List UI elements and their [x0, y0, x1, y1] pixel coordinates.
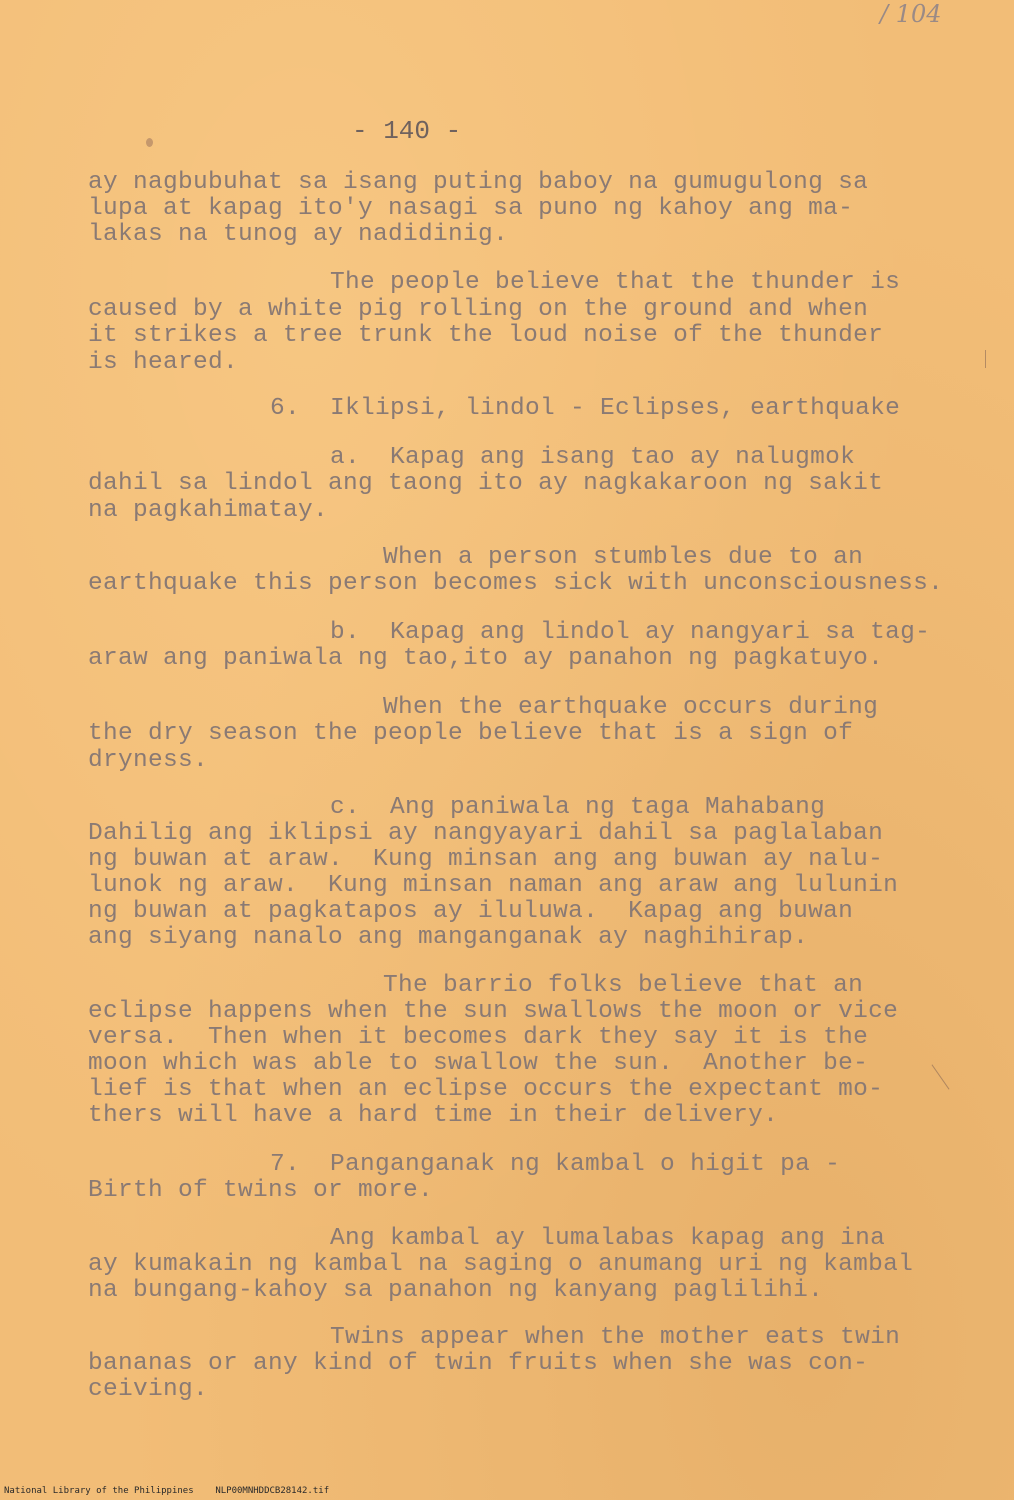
text-line: lief is that when an eclipse occurs the expectant mo- — [88, 1076, 884, 1103]
page-number: - 140 - — [352, 116, 462, 146]
text-line: lunok ng araw. Kung minsan naman ang araw ang lulunin — [88, 872, 899, 899]
ink-spot — [146, 138, 153, 147]
archive-footer: National Library of the Philippines NLP00MNHDDCB28142.tif — [4, 1486, 330, 1496]
section-heading: Birth of twins or more. — [88, 1177, 434, 1204]
text-line: Twins appear when the mother eats twin — [330, 1324, 901, 1351]
text-line: is heared. — [88, 349, 239, 376]
text-line: versa. Then when it becomes dark they say it is the — [88, 1024, 869, 1051]
text-line: ng buwan at araw. Kung minsan ang ang buwan ay nalu- — [88, 846, 884, 873]
text-line: bananas or any kind of twin fruits when she was con- — [88, 1350, 869, 1377]
text-line: When a person stumbles due to an — [383, 544, 864, 571]
text-line: ay nagbubuhat sa isang puting baboy na gumugulong sa — [88, 169, 869, 196]
text-line: dahil sa lindol ang taong ito ay nagkakaroon ng sakit — [88, 470, 884, 497]
text-line: ng buwan at pagkatapos ay iluluwa. Kapag ang buwan — [88, 898, 854, 925]
text-line: When the earthquake occurs during — [383, 694, 879, 721]
corner-mark: / 104 — [880, 0, 942, 28]
text-line: Ang kambal ay lumalabas kapag ang ina — [330, 1225, 886, 1252]
text-line: it strikes a tree trunk the loud noise of the thunder — [88, 322, 884, 349]
text-line: dryness. — [88, 747, 209, 774]
text-line: lupa at kapag ito'y nasagi sa puno ng kahoy ang ma- — [88, 195, 854, 222]
text-line: thers will have a hard time in their delivery. — [88, 1102, 779, 1129]
text-line: c. Ang paniwala ng taga Mahabang — [330, 794, 826, 821]
text-line: the dry season the people believe that is a sign of — [88, 720, 854, 747]
section-heading: 7. Panganganak ng kambal o higit pa - — [270, 1151, 841, 1178]
text-line: The people believe that the thunder is — [330, 269, 901, 296]
text-line: eclipse happens when the sun swallows the moon or vice — [88, 998, 899, 1025]
text-line: moon which was able to swallow the sun. Another be- — [88, 1050, 869, 1077]
section-heading: 6. Iklipsi, lindol - Eclipses, earthquake — [270, 395, 901, 422]
text-line: a. Kapag ang isang tao ay nalugmok — [330, 444, 856, 471]
text-line: ay kumakain ng kambal na saging o anumang uri ng kambal — [88, 1251, 914, 1278]
text-line: The barrio folks believe that an — [383, 972, 864, 999]
text-line: ang siyang nanalo ang manganganak ay naghihirap. — [88, 924, 809, 951]
text-line: caused by a white pig rolling on the ground and when — [88, 296, 869, 323]
margin-mark — [985, 350, 986, 368]
text-line: lakas na tunog ay nadidinig. — [88, 221, 509, 248]
text-line: ceiving. — [88, 1376, 209, 1403]
text-line: na pagkahimatay. — [88, 497, 329, 524]
text-line: na bungang-kahoy sa panahon ng kanyang paglilihi. — [88, 1277, 824, 1304]
text-line: Dahilig ang iklipsi ay nangyayari dahil sa paglalaban — [88, 820, 884, 847]
text-line: araw ang paniwala ng tao,ito ay panahon ng pagkatuyo. — [88, 645, 884, 672]
text-line: earthquake this person becomes sick with unconsciousness. — [88, 570, 944, 597]
margin-mark — [931, 1064, 949, 1089]
text-line: b. Kapag ang lindol ay nangyari sa tag- — [330, 619, 931, 646]
